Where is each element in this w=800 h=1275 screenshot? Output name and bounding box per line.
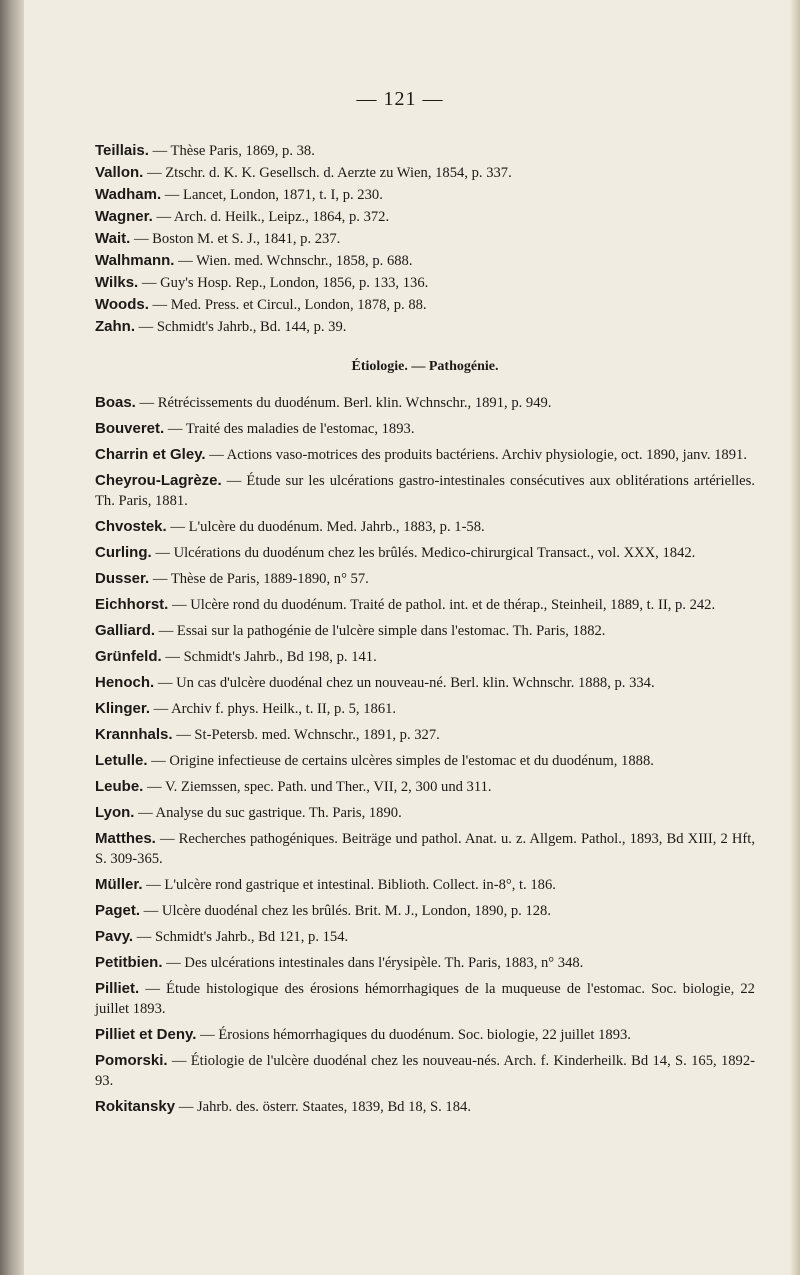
bibliography-entry [95,673,755,693]
bibliography-entry [95,445,755,465]
entry-reference: — Analyse du suc gastrique. Th. Paris, 1890. [138,805,402,821]
entry-author: Dusser. [95,570,150,587]
entry-reference: — L'ulcère rond gastrique et intestinal. Biblioth. Collect. in-8°, t. 186. [146,877,556,893]
entry-reference: — St-Petersb. med. Wchnschr., 1891, p. 327. [176,727,440,743]
entry-author: Matthes. [95,830,156,847]
entry-reference: — Thèse Paris, 1869, p. 38. [152,143,315,159]
bibliography-entry [95,725,755,745]
bibliography-entry [95,829,755,869]
bibliography-entry [95,1097,755,1117]
bibliography-entry [95,517,755,537]
entry-author: Teillais. [95,142,149,159]
bibliography-entry [95,647,755,667]
entry-reference: — Ulcère rond du duodénum. Traité de pathol. int. et de thérap., Steinheil, 1889, t. II, p. 242. [172,597,716,613]
entry-reference: — Un cas d'ulcère duodénal chez un nouveau-né. Berl. klin. Wchnschr. 1888, p. 334. [157,675,655,691]
entry-reference: — Traité des maladies de l'estomac, 1893. [167,421,415,437]
entry-reference: — Ztschr. d. K. K. Gesellsch. d. Aerzte zu Wien, 1854, p. 337. [147,165,512,181]
entry-author: Charrin et Gley. [95,446,206,463]
entry-reference: — V. Ziemssen, spec. Path. und Ther., VII, 2, 300 und 311. [147,779,492,795]
entry-author: Krannhals. [95,726,173,743]
bibliography-entry [95,569,755,589]
bibliography-entry [95,927,755,947]
entry-reference: — Archiv f. phys. Heilk., t. II, p. 5, 1861. [153,701,397,717]
entry-author: Pilliet. [95,980,140,997]
bibliography-section-1 [95,141,755,337]
bibliography-entry [95,699,755,719]
entry-author: Pilliet et Deny. [95,1026,197,1043]
bibliography-entry [95,273,755,293]
entry-author: Walhmann. [95,252,175,269]
bibliography-entry [95,777,755,797]
bibliography-entry [95,803,755,823]
entry-author: Wadham. [95,186,162,203]
entry-author: Vallon. [95,164,144,181]
entry-author: Henoch. [95,674,155,691]
entry-author: Lyon. [95,804,135,821]
entry-author: Pavy. [95,928,134,945]
entry-reference: — Origine infectieuse de certains ulcères simples de l'estomac et du duodénum, 1888. [151,753,654,769]
page-number: — 121 — [356,88,444,110]
bibliography-entry [95,471,755,511]
entry-author: Wait. [95,230,131,247]
entry-author: Woods. [95,296,149,313]
entry-reference: — Med. Press. et Circul., London, 1878, p. 88. [152,297,427,313]
entry-author: Chvostek. [95,518,167,535]
bibliography-entry [95,595,755,615]
entry-author: Letulle. [95,752,148,769]
entry-reference: — Essai sur la pathogénie de l'ulcère simple dans l'estomac. Th. Paris, 1882. [158,623,606,639]
section-heading: Étiologie. — Pathogénie. [351,359,499,374]
entry-reference: — Des ulcérations intestinales dans l'érysipèle. Th. Paris, 1883, n° 348. [166,955,584,971]
bibliography [95,141,755,1123]
entry-reference: — Étude histologique des érosions hémorrhagiques de la muqueuse de l'estomac. Soc. biologie, 22 juillet 1893. [95,981,755,1017]
entry-reference: — Érosions hémorrhagiques du duodénum. Soc. biologie, 22 juillet 1893. [200,1027,631,1043]
entry-reference: — Ulcère duodénal chez les brûlés. Brit. M. J., London, 1890, p. 128. [143,903,551,919]
bibliography-entry [95,621,755,641]
entry-author: Zahn. [95,318,135,335]
book-spine-shadow [0,0,24,1275]
entry-reference: — Wien. med. Wchnschr., 1858, p. 688. [178,253,413,269]
bibliography-entry [95,543,755,563]
entry-author: Boas. [95,394,136,411]
bibliography-entry [95,875,755,895]
entry-author: Cheyrou-Lagrèze. [95,472,222,489]
bibliography-entry [95,185,755,205]
entry-reference: — Schmidt's Jahrb., Bd. 144, p. 39. [138,319,347,335]
entry-author: Klinger. [95,700,151,717]
bibliography-entry [95,419,755,439]
entry-reference: — Thèse de Paris, 1889-1890, n° 57. [152,571,369,587]
entry-reference: — L'ulcère du duodénum. Med. Jahrb., 1883, p. 1-58. [170,519,485,535]
entry-reference: — Guy's Hosp. Rep., London, 1856, p. 133, 136. [141,275,429,291]
entry-author: Galliard. [95,622,156,639]
bibliography-entry [95,1025,755,1045]
entry-author: Eichhorst. [95,596,169,613]
bibliography-entry [95,751,755,771]
entry-reference: — Jahrb. des. österr. Staates, 1839, Bd 18, S. 184. [178,1099,471,1115]
entry-author: Wagner. [95,208,153,225]
entry-author: Paget. [95,902,141,919]
entry-reference: — Ulcérations du duodénum chez les brûlés. Medico-chirurgical Transact., vol. XXX, 1842. [155,545,696,561]
bibliography-entry [95,317,755,337]
entry-author: Pomorski. [95,1052,168,1069]
entry-reference: — Actions vaso-motrices des produits bactériens. Archiv physiologie, oct. 1890, janv. 1891. [209,447,747,463]
bibliography-entry [95,141,755,161]
bibliography-entry [95,393,755,413]
page-edge [790,0,800,1275]
entry-reference: — Recherches pathogéniques. Beiträge und pathol. Anat. u. z. Allgem. Pathol., 1893, Bd XIII, 2 Hft, S. 309-365. [95,831,755,867]
entry-author: Rokitansky [95,1098,176,1115]
entry-author: Curling. [95,544,152,561]
entry-author: Leube. [95,778,144,795]
bibliography-entry [95,251,755,271]
entry-reference: — Arch. d. Heilk., Leipz., 1864, p. 372. [156,209,390,225]
entry-reference: — Rétrécissements du duodénum. Berl. klin. Wchnschr., 1891, p. 949. [139,395,552,411]
bibliography-entry [95,979,755,1019]
entry-reference: — Lancet, London, 1871, t. I, p. 230. [164,187,383,203]
bibliography-entry [95,163,755,183]
entry-reference: — Étude sur les ulcérations gastro-intestinales consécutives aux oblitérations artérielles. Th. Paris, 1881. [95,473,755,509]
bibliography-entry [95,901,755,921]
bibliography-section-2 [95,393,755,1117]
entry-author: Bouveret. [95,420,165,437]
entry-reference: — Étiologie de l'ulcère duodénal chez les nouveau-nés. Arch. f. Kinderheilk. Bd 14, S. 165, 1892-93. [95,1053,755,1089]
entry-author: Wilks. [95,274,139,291]
bibliography-entry [95,953,755,973]
bibliography-entry [95,229,755,249]
entry-author: Grünfeld. [95,648,162,665]
entry-reference: — Schmidt's Jahrb., Bd 198, p. 141. [165,649,377,665]
entry-reference: — Boston M. et S. J., 1841, p. 237. [133,231,341,247]
bibliography-entry [95,1051,755,1091]
entry-author: Müller. [95,876,143,893]
entry-author: Petitbien. [95,954,163,971]
bibliography-entry [95,295,755,315]
bibliography-entry [95,207,755,227]
entry-reference: — Schmidt's Jahrb., Bd 121, p. 154. [136,929,349,945]
